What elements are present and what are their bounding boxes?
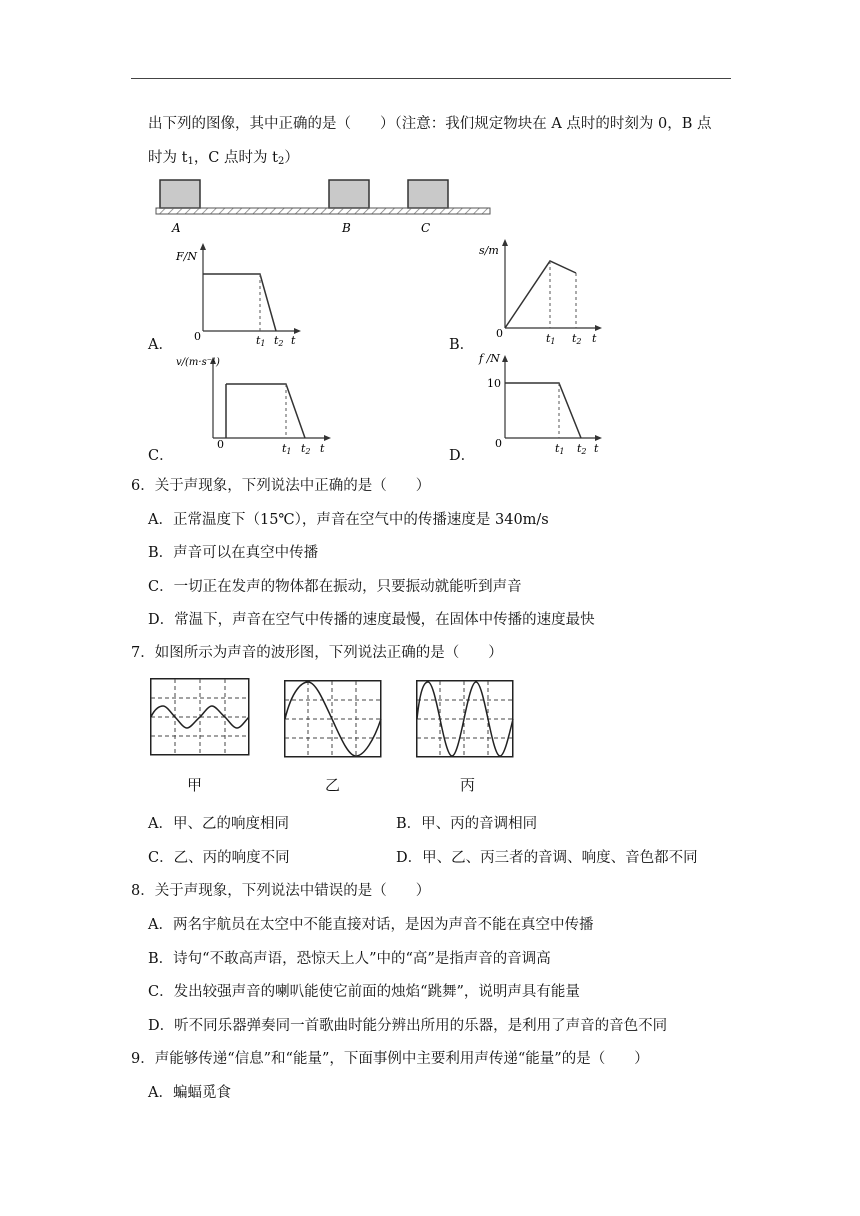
header-rule xyxy=(131,78,731,79)
graph-a-line xyxy=(203,274,276,331)
question-8-option-c: C．发出较强声音的喇叭能使它前面的烛焰“跳舞”，说明声具有能量 xyxy=(148,984,580,1000)
question-6-option-a: A．正常温度下（15℃），声音在空气中的传播速度是 340m/s xyxy=(148,512,549,528)
option-a-label: A． xyxy=(148,337,173,353)
question-6-option-b: B．声音可以在真空中传播 xyxy=(148,545,319,561)
graph-b-t2-label: t2 xyxy=(572,332,582,346)
track-label-a: A xyxy=(172,221,181,235)
graph-a-t2-label: t2 xyxy=(274,334,284,348)
graph-b-y-axis-label: s/m xyxy=(479,244,499,257)
question-7-option-b: B．甲、丙的音调相同 xyxy=(396,816,538,832)
waveform-bing xyxy=(416,680,514,758)
ground-surface xyxy=(156,208,490,214)
question-7-option-d: D．甲、乙、丙三者的音调、响度、音色都不同 xyxy=(396,850,698,866)
waveform-label-bing: 丙 xyxy=(460,776,476,794)
graph-c-y-axis-label: v/(m·s⁻¹) xyxy=(176,357,220,368)
graph-c-t2-label: t2 xyxy=(301,442,311,456)
graph-d-origin: 0 xyxy=(495,437,502,450)
graph-d-friction-time xyxy=(475,348,615,460)
graph-d-line xyxy=(505,383,581,438)
graph-c-line xyxy=(226,384,305,438)
graph-d-t2-label: t2 xyxy=(577,442,587,456)
graph-c-t1-label: t1 xyxy=(282,442,292,456)
question-5-stem-line1: 出下列的图像，其中正确的是（ ）（注意：我们规定物块在 A 点时的时刻为 0，B 点 xyxy=(148,116,712,132)
graph-c-origin: 0 xyxy=(217,438,224,451)
waveform-jia xyxy=(150,678,250,756)
question-8-option-d: D．听不同乐器弹奏同一首歌曲时能分辨出所用的乐器，是利用了声音的音色不同 xyxy=(148,1018,668,1034)
track-label-c: C xyxy=(421,221,431,235)
graph-b-t-axis-label: t xyxy=(592,332,597,345)
graph-d-y-tick: 10 xyxy=(487,377,501,390)
question-6-stem: 6．关于声现象，下列说法中正确的是（ ） xyxy=(131,478,431,494)
question-5-stem-line2: 时为 $t_1$，C 点时为 $t_2$） xyxy=(148,150,299,167)
block-at-c xyxy=(408,180,448,208)
graph-a-force-time xyxy=(170,240,310,350)
graph-c-velocity-time xyxy=(170,348,340,460)
waveform-yi xyxy=(284,680,382,758)
waveform-label-yi: 乙 xyxy=(325,776,341,794)
graph-b-t1-label: t1 xyxy=(546,332,556,346)
graph-a-t-axis-label: t xyxy=(291,334,296,347)
question-9-stem: 9．声能够传递“信息”和“能量”，下面事例中主要利用声传递“能量”的是（ ） xyxy=(131,1051,649,1067)
track-diagram xyxy=(150,172,500,238)
question-7-option-c: C．乙、丙的响度不同 xyxy=(148,850,290,866)
graph-a-t1-label: t1 xyxy=(256,334,266,348)
question-6-option-c: C．一切正在发声的物体都在振动，只要振动就能听到声音 xyxy=(148,579,522,595)
question-7-option-a: A．甲、乙的响度相同 xyxy=(148,816,289,832)
question-7-stem: 7．如图所示为声音的波形图，下列说法正确的是（ ） xyxy=(131,645,503,661)
block-at-a xyxy=(160,180,200,208)
graph-b-line xyxy=(505,261,576,328)
graph-b-distance-time xyxy=(475,234,615,349)
option-b-label: B． xyxy=(449,337,475,353)
question-8-stem: 8．关于声现象，下列说法中错误的是（ ） xyxy=(131,883,431,899)
question-9-option-a: A．蝙蝠觅食 xyxy=(148,1085,231,1101)
option-d-label: D． xyxy=(449,448,476,464)
block-at-b xyxy=(329,180,369,208)
waveform-label-jia: 甲 xyxy=(187,776,203,794)
option-c-label: C． xyxy=(148,448,174,464)
graph-a-origin: 0 xyxy=(194,330,201,343)
graph-d-t-axis-label: t xyxy=(594,442,599,455)
question-8-option-b: B．诗句“不敢高声语，恐惊天上人”中的“高”是指声音的音调高 xyxy=(148,951,551,967)
graph-c-t-axis-label: t xyxy=(320,442,325,455)
graph-d-y-axis-label: f /N xyxy=(479,352,500,365)
track-label-b: B xyxy=(342,221,351,235)
graph-b-origin: 0 xyxy=(496,327,503,340)
question-6-option-d: D．常温下，声音在空气中传播的速度最慢，在固体中传播的速度最快 xyxy=(148,612,595,628)
graph-a-y-axis-label: F/N xyxy=(176,250,197,263)
graph-d-t1-label: t1 xyxy=(555,442,565,456)
question-8-option-a: A．两名宇航员在太空中不能直接对话，是因为声音不能在真空中传播 xyxy=(148,917,594,933)
